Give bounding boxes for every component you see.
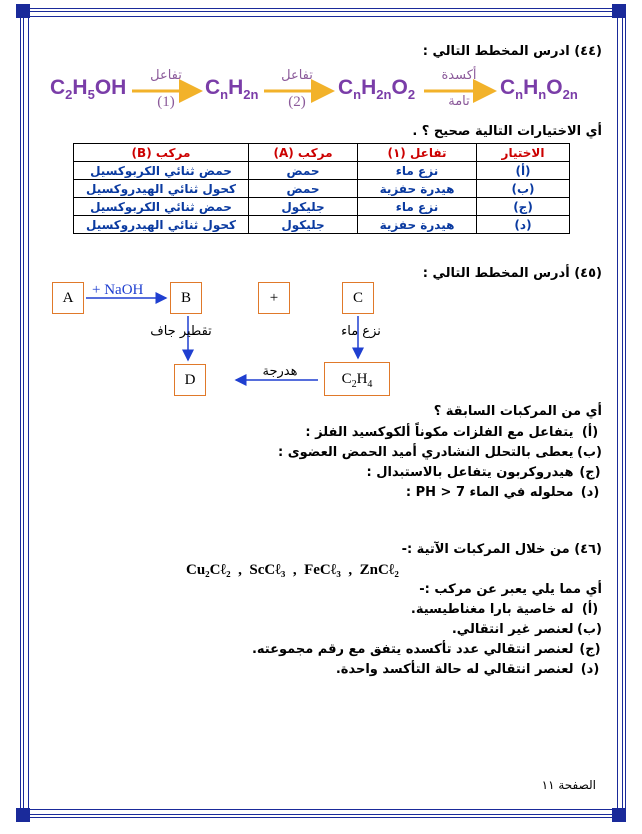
list-item[interactable] (102, 640, 602, 660)
cell-reaction: نزع ماء (358, 198, 477, 216)
q46-compounds: Cu₂Cℓ₂ , ScCℓ₃ , FeCℓ₃ , ZnCℓ₂ (186, 562, 399, 578)
q44-question: أي الاختيارات التالية صحيح ؟ . (412, 124, 602, 139)
list-item[interactable] (102, 423, 602, 443)
plus-box: + (258, 282, 290, 314)
arrow1-label-top: تفاعل (150, 68, 182, 83)
cell-compound-a: جليكول (249, 216, 358, 234)
q46-header (202, 542, 602, 557)
option-text: محلوله في الماء PH > 7 : (405, 485, 574, 500)
arrow2-label-bottom: (2) (288, 94, 306, 110)
q45-options (102, 423, 602, 503)
option-letter: (د) (580, 662, 600, 677)
arrow2-label-top: تفاعل (281, 68, 313, 83)
arrow3-label-top: أكسدة (441, 68, 477, 83)
q46-question: أي مما يلي يعبر عن مركب :- (419, 582, 602, 597)
corner-ornament (16, 808, 30, 822)
cell-compound-b: كحول ثنائي الهيدروكسيل (74, 180, 249, 198)
list-item[interactable] (102, 483, 602, 503)
q45-number: (٤٥) (574, 266, 602, 281)
q44-prompt: ادرس المخطط التالي : (422, 44, 570, 59)
cell-compound-a: جليكول (249, 198, 358, 216)
list-item[interactable] (102, 463, 602, 483)
arrow3-label-bottom: تامة (448, 94, 470, 109)
compound-d-box: D (174, 364, 206, 396)
option-letter: (ب) (577, 445, 602, 460)
glycol-formula: $C_nH_{2n}O_2$ (338, 76, 416, 103)
option-letter: (ج) (579, 465, 601, 480)
option-letter: (ب) (577, 622, 602, 637)
cell-choice: (ب) (477, 180, 570, 198)
option-letter: (ج) (579, 642, 601, 657)
naoh-label: + NaOH (92, 282, 144, 298)
option-text: لعنصر انتقالي عدد تأكسده يتفق مع رقم مجموعته. (251, 642, 574, 657)
header-compound-a: مركب (A) (249, 144, 358, 162)
option-text: له خاصية بارا مغناطيسية. (410, 602, 574, 617)
hydrogenation-label: هدرجة (262, 364, 298, 379)
list-item[interactable] (102, 620, 602, 640)
table-row[interactable] (74, 198, 570, 216)
option-text: يتفاعل مع الفلزات مكوناً ألكوكسيد الفلز : (305, 425, 574, 440)
list-item[interactable] (102, 600, 602, 620)
q46-prompt: من خلال المركبات الآتية :- (401, 542, 570, 557)
cell-choice: (أ) (477, 162, 570, 180)
header-compound-b: مركب (B) (74, 144, 249, 162)
option-letter: (أ) (581, 425, 599, 440)
cell-compound-b: كحول ثنائي الهيدروكسيل (74, 216, 249, 234)
q44-options-table (73, 143, 570, 234)
cell-compound-b: حمض ثنائي الكربوكسيل (74, 162, 249, 180)
q44-number: (٤٤) (574, 44, 602, 59)
alkene-formula: $C_nH_{2n}$ (205, 76, 259, 103)
cell-compound-b: حمض ثنائي الكربوكسيل (74, 198, 249, 216)
table-row[interactable] (74, 216, 570, 234)
arrow1-label-bottom: (1) (157, 94, 175, 110)
ethene-box: $C_2H_4$ (324, 362, 390, 396)
compound-c-box: C (342, 282, 374, 314)
option-text: لعنصر انتقالي له حالة التأكسد واحدة. (335, 662, 574, 677)
option-text: يعطى بالتحلل النشادري أميد الحمض العضوى : (277, 445, 574, 460)
compound-b-box: B (170, 282, 202, 314)
cell-reaction: هيدرة حفزية (358, 216, 477, 234)
table-row[interactable] (74, 162, 570, 180)
cell-compound-a: حمض (249, 180, 358, 198)
acid-formula: $C_nH_nO_{2n}$ (500, 76, 578, 103)
header-choice: الاختيار (477, 144, 570, 162)
list-item[interactable] (102, 443, 602, 463)
compound-a-box: A (52, 282, 84, 314)
q46-options (102, 600, 602, 680)
option-text: هيدروكربون يتفاعل بالاستبدال : (366, 465, 574, 480)
option-text: لعنصر غير انتقالي. (451, 622, 574, 637)
header-reaction1: تفاعل (١) (358, 144, 477, 162)
cell-choice: (د) (477, 216, 570, 234)
option-letter: (أ) (581, 602, 599, 617)
dehydrate-label: نزع ماء (341, 324, 381, 339)
table-row[interactable] (74, 180, 570, 198)
cell-reaction: نزع ماء (358, 162, 477, 180)
cell-choice: (ج) (477, 198, 570, 216)
ethanol-formula: $C_2H_5OH$ (50, 76, 127, 103)
q45-prompt: أدرس المخطط التالي : (422, 266, 570, 281)
option-letter: (د) (580, 485, 600, 500)
q46-number: (٤٦) (574, 542, 602, 557)
dry-distill-label: تقطير جاف (150, 324, 212, 339)
table-header-row (74, 144, 570, 162)
corner-ornament (612, 808, 626, 822)
list-item[interactable] (102, 660, 602, 680)
q45-question: أي من المركبات السابقة ؟ (433, 404, 602, 419)
cell-reaction: هيدرة حفزية (358, 180, 477, 198)
cell-compound-a: حمض (249, 162, 358, 180)
page-number: الصفحة ١١ (541, 778, 596, 792)
